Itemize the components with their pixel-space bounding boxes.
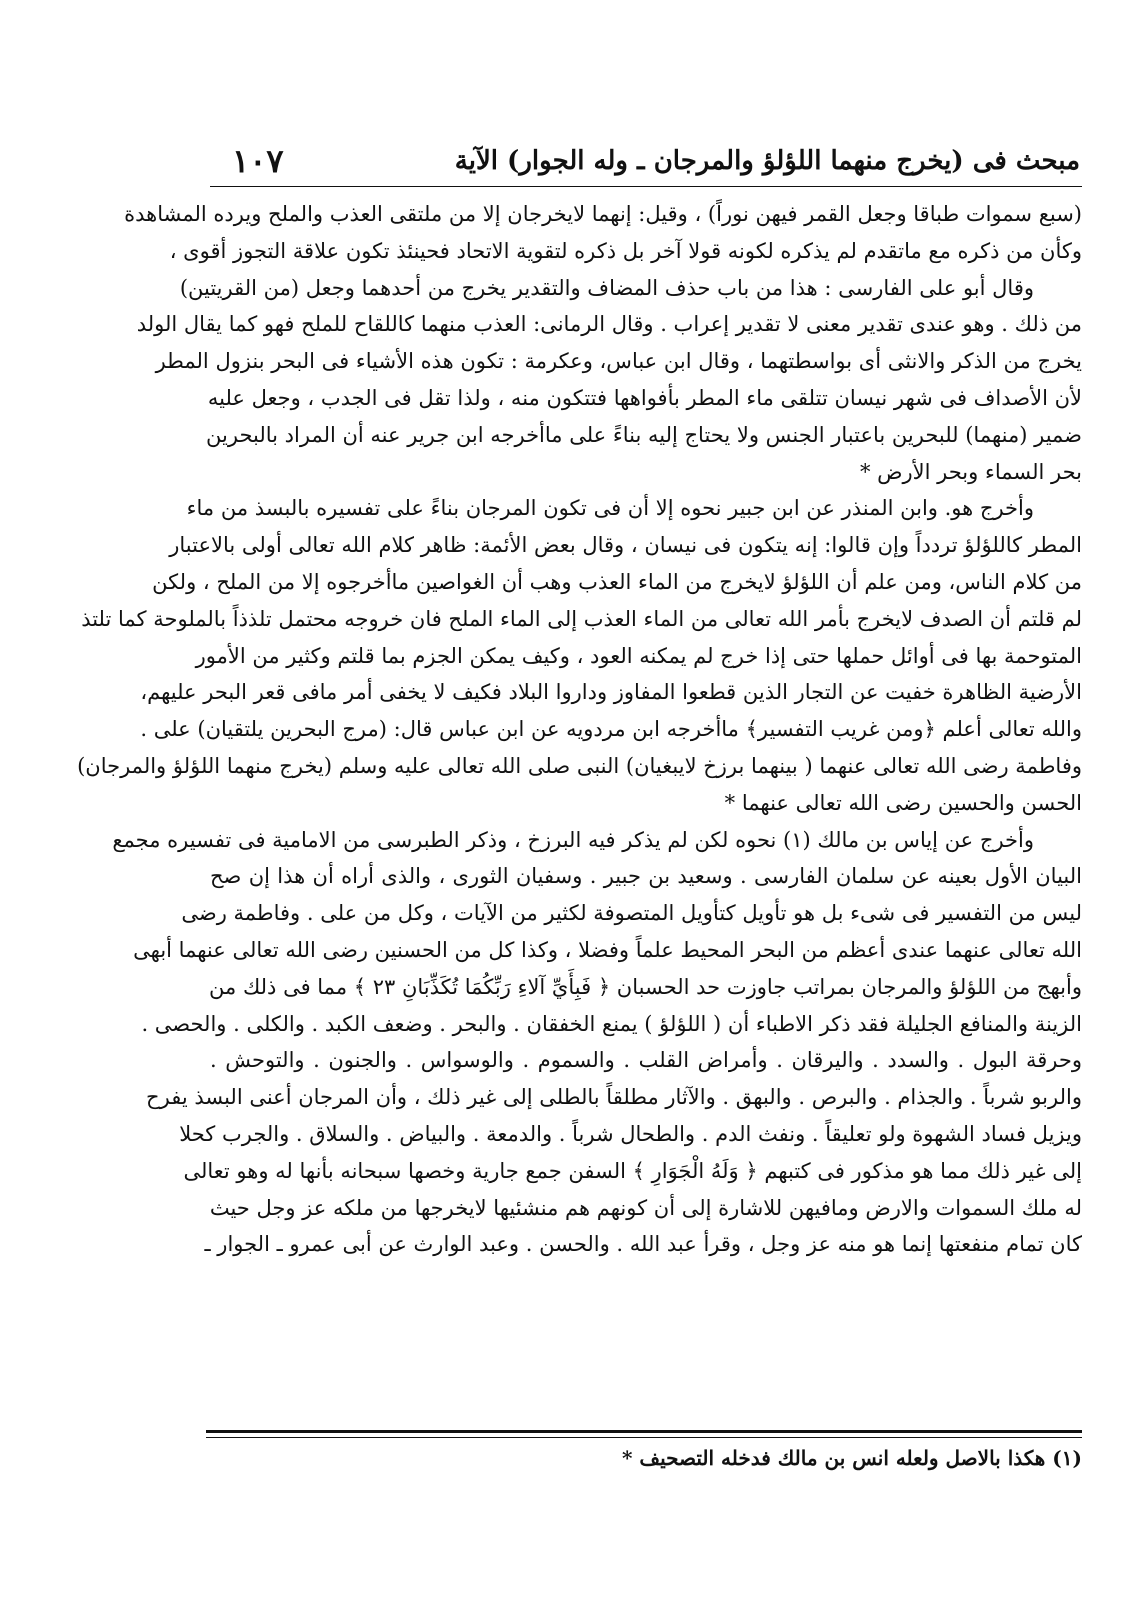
text-line: المتوحمة بها فى أوائل حملها حتى إذا خرج لم يمكنه العود ، وكيف يمكن الجزم بما قلتم وكثير من الأمور: [195, 643, 1082, 668]
text-line: ويزيل فساد الشهوة ولو تعليقاً . ونفث الدم . والطحال شرباً . والدمعة . والبياض . والسلاق . والجرب كحلا: [179, 1121, 1082, 1146]
text-line: الحسن والحسين رضى الله تعالى عنهما *: [724, 790, 1082, 815]
header-rule: [210, 186, 1082, 187]
running-title: مبحث فى (يخرج منهما اللؤلؤ والمرجان ـ وله الجوار) الآية: [454, 146, 1080, 176]
text-line: لأن الأصداف فى شهر نيسان تتلقى ماء المطر بأفواهها فتتكون منه ، ولذا تقل فى الجدب ، وجعل عليه: [207, 385, 1082, 410]
text-line: وأبهج من اللؤلؤ والمرجان بمراتب جاوزت حد الحسبان ﴿ فَبِأَيِّ آلاءِ رَبِّكُمَا تُكَذِّبَانِ ٢٣ ﴾ مما فى ذلك من: [209, 974, 1082, 999]
text-line: الأرضية الظاهرة خفيت عن التجار الذين قطعوا المفاوز وداروا البلاد فكيف لا يخفى أمر مافى قعر البحر عليهم،: [140, 680, 1082, 705]
text-line: (سبع سموات طباقا وجعل القمر فيهن نوراً) ، وقيل: إنهما لايخرجان إلا من ملتقى العذب والملح ويرده المشاهدة: [124, 202, 1082, 226]
text-line: كان تمام منفعتها إنما هو منه عز وجل ، وقرأ عبد الله . والحسن . وعبد الوارث عن أبى عمرو ـ الجوار ـ: [204, 1232, 1082, 1257]
text-line: ليس من التفسير فى شىء بل هو تأويل كتأويل المتصوفة لكثير من الآيات ، وكل من على . وفاطمة رضى: [181, 901, 1082, 926]
page-number: ١٠٧: [232, 142, 284, 180]
page-header: [212, 142, 1080, 186]
text-line: وقال أبو على الفارسى : هذا من باب حذف المضاف والتقدير يخرج من أحدهما وجعل (من القريتين): [179, 275, 1034, 300]
text-line: وأخرج عن إياس بن مالك (١) نحوه لكن لم يذكر فيه البرزخ ، وذكر الطبرسى من الامامية فى تفسيره مجمع: [112, 827, 1034, 852]
footnote-rule-thin: [206, 1437, 1082, 1438]
footnote-rule-thick: [206, 1430, 1082, 1433]
text-line: والربو شرباً . والجذام . والبرص . والبهق . والآثار مطلقاً بالطلى إلى غير ذلك ، وأن المرجان أعنى البسذ يفرح: [146, 1085, 1082, 1110]
text-line: والله تعالى أعلم ﴿ومن غريب التفسير﴾ ماأخرجه ابن مردويه عن ابن عباس قال: (مرج البحرين يلتقيان) على .: [140, 717, 1082, 742]
text-line: وأخرج هو. وابن المنذر عن ابن جبير نحوه إلا أن فى تكون المرجان بناءً على تفسيره بالبسذ من ماء: [186, 496, 1034, 521]
text-line: البيان الأول بعينه عن سلمان الفارسى . وسعيد بن جبير . وسفيان الثورى ، والذى أراه أن هذا إن صح: [210, 864, 1082, 889]
text-line: ضمير (منهما) للبحرين باعتبار الجنس ولا يحتاج إليه بناءً على ماأخرجه ابن جرير عنه أن المراد بالبحرين: [206, 422, 1082, 447]
text-line: من ذلك . وهو عندى تقدير معنى لا تقدير إعراب . وقال الرمانى: العذب منهما كاللقاح للملح فهو كما يقال الولد: [136, 312, 1082, 337]
text-line: له ملك السموات والارض ومافيهن للاشارة إلى أن كونهم هم منشئيها لايخرجها من ملكه عز وجل حيث: [209, 1195, 1082, 1220]
text-line: المطر كاللؤلؤ تردداً وإن قالوا: إنه يتكون فى نيسان ، وقال بعض الأئمة: ظاهر كلام الله تعالى أولى بالاعتبار: [169, 533, 1082, 558]
text-line: يخرج من الذكر والانثى أى بواسطتهما ، وقال ابن عباس، وعكرمة : تكون هذه الأشياء فى البحر بنزول المطر: [155, 349, 1082, 374]
text-line: إلى غير ذلك مما هو مذكور فى كتبهم ﴿ وَلَهُ الْجَوَارِ ﴾ السفن جمع جارية وخصها سبحانه بأنها له وهو تعالى: [183, 1158, 1082, 1183]
text-line: الله تعالى عنهما عندى أعظم من البحر المحيط علماً وفضلا ، وكذا كل من الحسنين رضى الله تعالى عنهما أبهى: [133, 937, 1082, 962]
text-line: لم قلتم أن الصدف لايخرج بأمر الله تعالى من الماء العذب إلى الماء الملح فان خروجه محتمل تلذذاً بالملوحة كما تلتذ: [81, 606, 1082, 631]
main-text: [77, 196, 1082, 1406]
footnote: (١) هكذا بالاصل ولعله انس بن مالك فدخله التصحيف *: [621, 1446, 1082, 1470]
text-line: وكأن من ذكره مع ماتقدم لم يذكره لكونه قولا آخر بل ذكره لتقوية الاتحاد فحينئذ تكون علاقة التجوز أقوى ،: [169, 238, 1082, 263]
text-line: الزينة والمنافع الجليلة فقد ذكر الاطباء أن ( اللؤلؤ ) يمنع الخفقان . والبحر . وضعف الكبد . والكلى . والحصى .: [141, 1011, 1082, 1036]
text-line: من كلام الناس، ومن علم أن اللؤلؤ لايخرج من الماء العذب وهب أن الغواصين ماأخرجوه إلا من الملح ، ولكن: [152, 569, 1082, 594]
text-line: وفاطمة رضى الله تعالى عنهما ( بينهما برزخ لايبغيان) النبى صلى الله تعالى عليه وسلم (يخرج منهما اللؤلؤ والمرجان): [77, 753, 1082, 778]
text-line: بحر السماء وبحر الأرض *: [859, 459, 1082, 484]
text-line: وحرقة البول . والسدد . واليرقان . وأمراض القلب . والسموم . والوسواس . والجنون . والتوحش .: [210, 1048, 1082, 1073]
